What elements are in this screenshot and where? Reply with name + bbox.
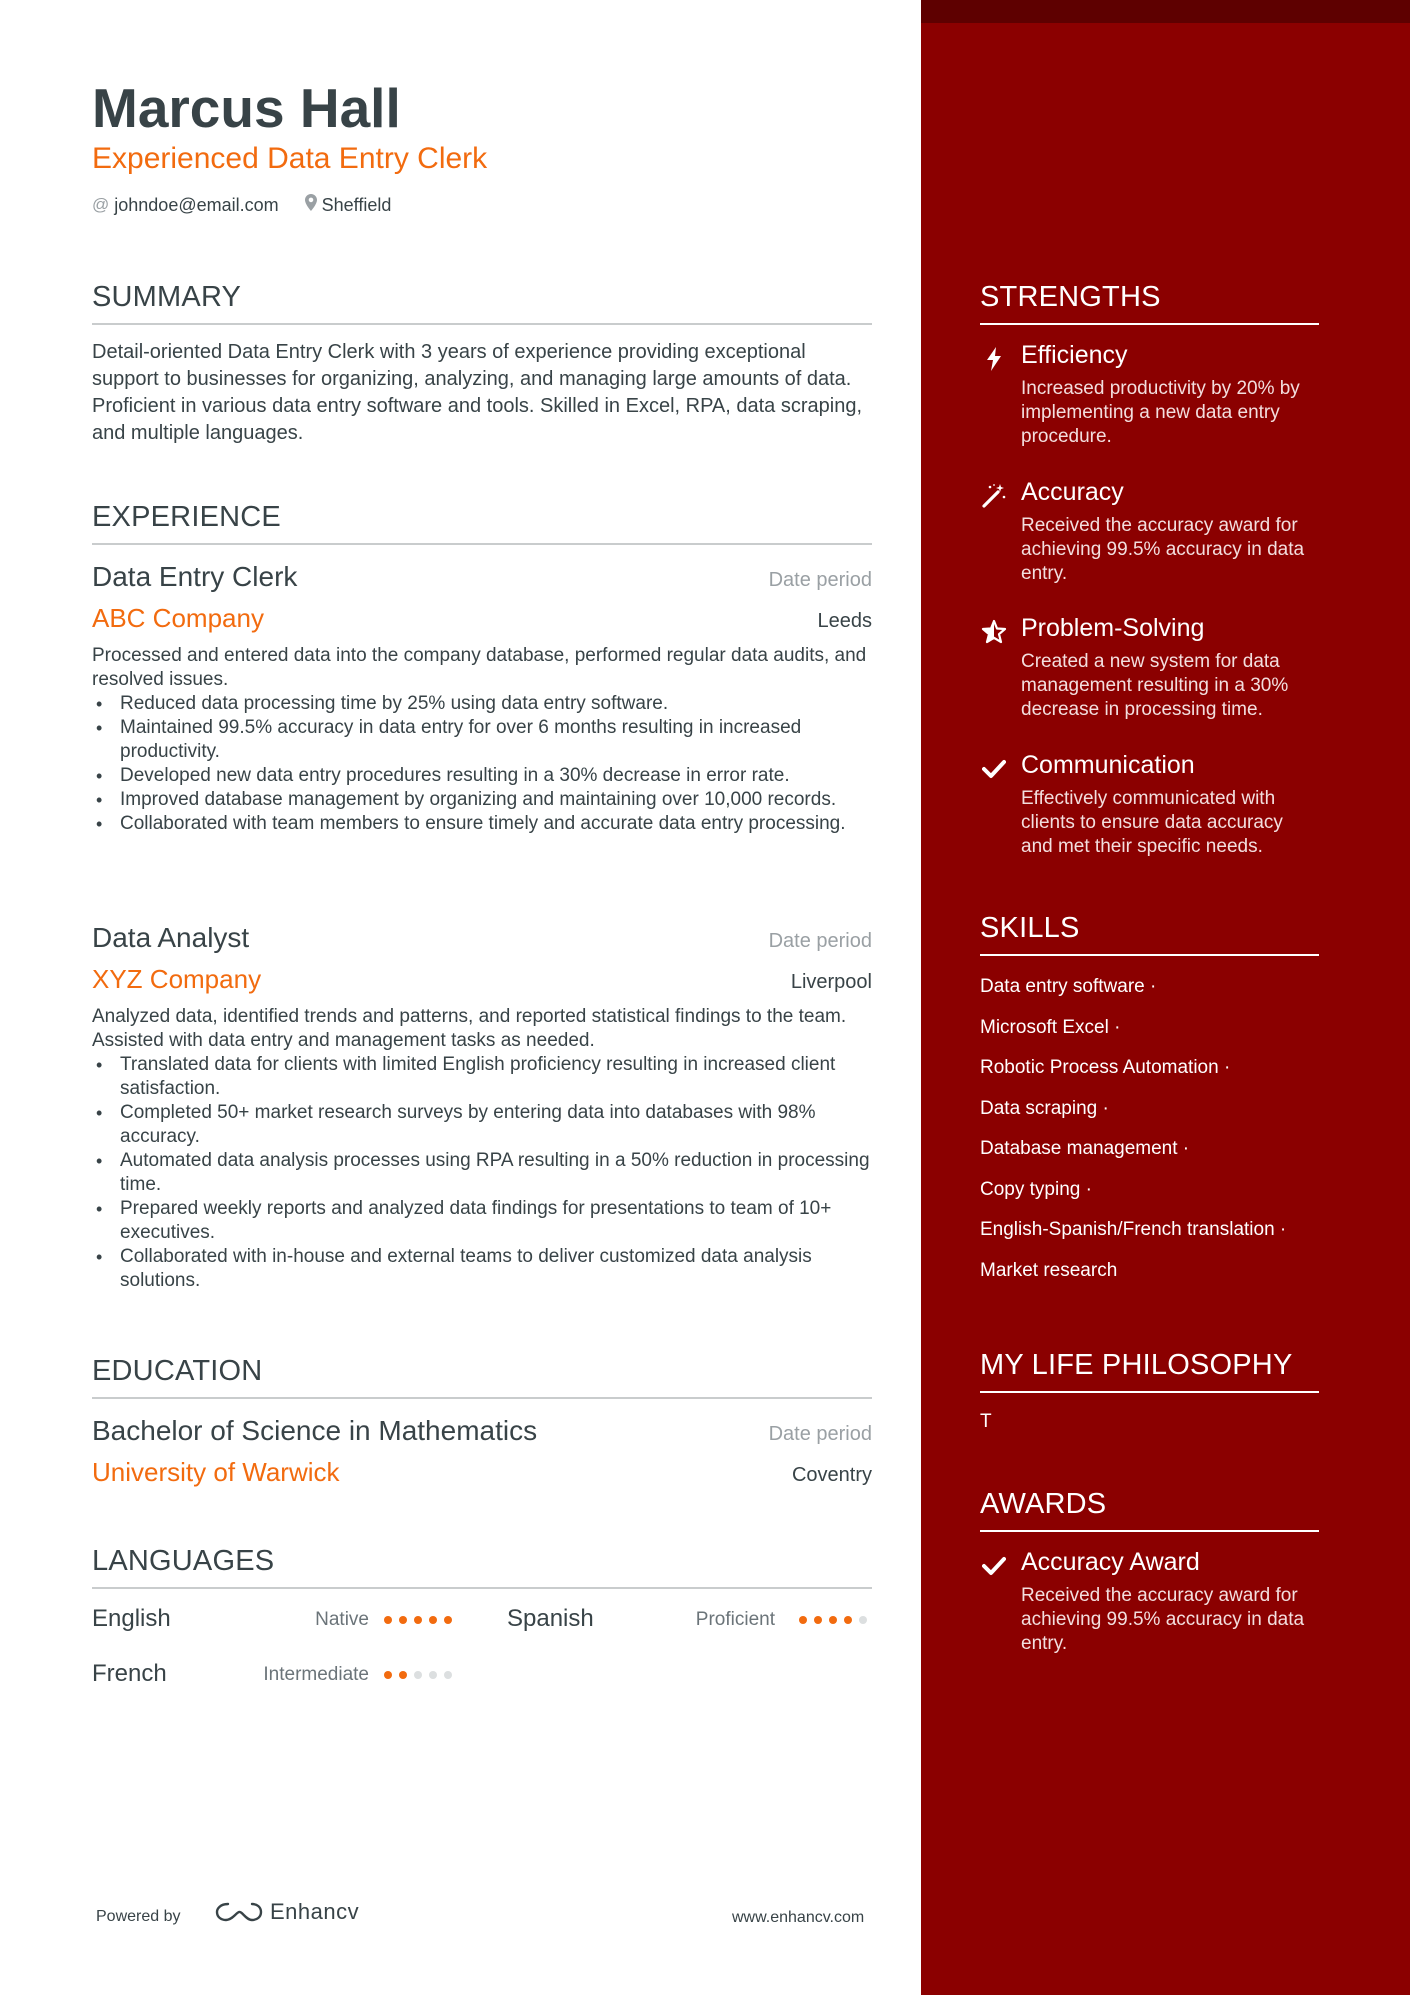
language-level: Proficient	[695, 1609, 775, 1630]
rating-dot-filled	[414, 1616, 422, 1624]
enhancv-logo-icon	[214, 1901, 264, 1923]
language-level: Native	[315, 1609, 369, 1630]
language-level: Intermediate	[263, 1664, 369, 1685]
language-rating	[799, 1616, 874, 1624]
skill-item: Market research	[980, 1260, 1118, 1281]
languages-title: LANGUAGES	[92, 1545, 872, 1589]
education-title: EDUCATION	[92, 1355, 872, 1399]
strength-title: Accuracy	[1021, 478, 1124, 506]
rating-dot-filled	[429, 1616, 437, 1624]
education-entry	[92, 1415, 872, 1488]
list-item: • Collaborated with in-house and external teams to deliver customized data analysis solutions.	[92, 1245, 872, 1293]
summary-text: Detail-oriented Data Entry Clerk with 3 years of experience providing exceptional support to businesses for organizing, analyzing, and managing large amounts of data. Proficient in various data entry software and tools. Skilled in Excel, RPA, data scraping, and multiple languages.	[92, 341, 863, 444]
language-rating	[384, 1671, 459, 1679]
skill-item: Microsoft Excel ·	[980, 1017, 1121, 1038]
location-pin-icon	[305, 194, 317, 216]
rating-dot-filled	[399, 1616, 407, 1624]
checkmark-icon	[980, 755, 1008, 783]
lightning-icon	[980, 345, 1008, 373]
rating-dot-filled	[399, 1671, 407, 1679]
list-item: • Improved database management by organizing and maintaining over 10,000 records.	[92, 788, 872, 812]
list-item: • Completed 50+ market research surveys by entering data into databases with 98% accuracy.	[92, 1101, 872, 1149]
philosophy-title: MY LIFE PHILOSOPHY	[980, 1349, 1319, 1393]
job-role: Data Analyst	[92, 922, 250, 953]
education-location: Coventry	[791, 1464, 872, 1486]
skill-item: Robotic Process Automation ·	[980, 1057, 1231, 1078]
experience-title: EXPERIENCE	[92, 501, 872, 545]
languages-section	[92, 1545, 872, 1695]
skill-item: Database management ·	[980, 1138, 1190, 1159]
rating-dot-filled	[829, 1616, 837, 1624]
rating-dot-filled	[384, 1671, 392, 1679]
job-date: Date period	[768, 569, 872, 591]
language-item	[507, 1605, 887, 1635]
summary-title: SUMMARY	[92, 281, 872, 325]
rating-dot-empty	[859, 1616, 867, 1624]
job-role: Data Entry Clerk	[92, 561, 298, 592]
list-item: • Translated data for clients with limited English proficiency resulting in increased client satisfaction.	[92, 1053, 872, 1101]
list-item: • Collaborated with team members to ensure timely and accurate data entry processing.	[92, 812, 872, 836]
job-company: ABC Company	[92, 603, 264, 633]
candidate-headline: Experienced Data Entry Clerk	[92, 142, 488, 175]
skill-item: Data scraping ·	[980, 1098, 1109, 1119]
rating-dot-filled	[799, 1616, 807, 1624]
job-location: Liverpool	[790, 971, 872, 993]
job-company: XYZ Company	[92, 964, 262, 994]
rating-dot-filled	[814, 1616, 822, 1624]
philosophy-section	[980, 1349, 1319, 1449]
awards-section	[980, 1488, 1319, 1668]
contact-email[interactable]	[92, 195, 279, 216]
rating-dot-empty	[414, 1671, 422, 1679]
strength-description: Increased productivity by 20% by implementing a new data entry procedure.	[1021, 378, 1300, 447]
star-outline-icon	[980, 618, 1008, 646]
strength-title: Communication	[1021, 751, 1195, 779]
rating-dot-filled	[384, 1616, 392, 1624]
school: University of Warwick	[92, 1457, 340, 1487]
sidebar-top-bar	[921, 0, 1410, 23]
list-item: • Automated data analysis processes using RPA resulting in a 50% reduction in processing time.	[92, 1149, 872, 1197]
job-bullets	[92, 692, 872, 836]
skill-item: Copy typing ·	[980, 1179, 1092, 1200]
job-location: Leeds	[817, 610, 872, 632]
checkmark-icon	[980, 1552, 1008, 1580]
strength-description: Received the accuracy award for achieving 99.5% accuracy in data entry.	[1021, 515, 1305, 584]
rating-dot-filled	[844, 1616, 852, 1624]
award-description: Received the accuracy award for achieving 99.5% accuracy in data entry.	[1021, 1585, 1305, 1654]
candidate-name: Marcus Hall	[92, 77, 401, 139]
strengths-section	[980, 281, 1319, 871]
job-date: Date period	[768, 930, 872, 952]
summary-section	[92, 281, 872, 447]
magic-wand-icon	[980, 482, 1008, 510]
job-bullets	[92, 1053, 872, 1293]
experience-entry	[92, 922, 872, 1293]
strength-description: Effectively communicated with clients to ensure data accuracy and met their specific needs.	[1021, 788, 1283, 857]
job-description: Analyzed data, identified trends and patterns, and reported statistical findings to the team. Assisted with data entry and management tasks as needed.	[92, 1006, 847, 1051]
degree: Bachelor of Science in Mathematics	[92, 1415, 538, 1446]
awards-title: AWARDS	[980, 1488, 1319, 1532]
rating-dot-empty	[429, 1671, 437, 1679]
language-name: French	[92, 1660, 167, 1687]
rating-dot-empty	[444, 1671, 452, 1679]
strength-title: Efficiency	[1021, 341, 1128, 369]
skills-section	[980, 912, 1319, 1292]
email-text: johndoe@email.com	[114, 194, 279, 215]
experience-section	[92, 501, 872, 1321]
job-description: Processed and entered data into the company database, performed regular data audits, and resolved issues.	[92, 645, 867, 690]
award-title: Accuracy Award	[1021, 1548, 1200, 1576]
language-name: Spanish	[507, 1605, 594, 1632]
education-date: Date period	[768, 1423, 872, 1445]
language-item	[92, 1660, 472, 1690]
powered-by-label: Powered by	[96, 1908, 181, 1925]
footer-url[interactable]: www.enhancv.com	[732, 1909, 865, 1926]
rating-dot-filled	[444, 1616, 452, 1624]
language-rating	[384, 1616, 459, 1624]
strength-title: Problem-Solving	[1021, 614, 1205, 642]
location-text: Sheffield	[321, 194, 392, 215]
skill-item: English-Spanish/French translation ·	[980, 1219, 1287, 1240]
contact-info	[92, 194, 417, 216]
skills-title: SKILLS	[980, 912, 1319, 956]
sidebar	[921, 0, 1410, 1995]
education-section	[92, 1355, 872, 1505]
contact-location	[305, 194, 392, 216]
list-item: • Developed new data entry procedures resulting in a 30% decrease in error rate.	[92, 764, 872, 788]
language-name: English	[92, 1605, 171, 1632]
list-item: • Maintained 99.5% accuracy in data entry for over 6 months resulting in increased productivity.	[92, 716, 872, 764]
list-item: • Prepared weekly reports and analyzed data findings for presentations to team of 10+ executives.	[92, 1197, 872, 1245]
language-item	[92, 1605, 472, 1635]
enhancv-logo[interactable]	[214, 1899, 359, 1925]
strengths-title: STRENGTHS	[980, 281, 1319, 325]
enhancv-logo-text: Enhancv	[270, 1899, 360, 1924]
list-item: • Reduced data processing time by 25% using data entry software.	[92, 692, 872, 716]
experience-entry	[92, 561, 872, 836]
at-icon: @	[92, 195, 110, 214]
skill-item: Data entry software ·	[980, 976, 1157, 997]
philosophy-text: T	[980, 1411, 992, 1432]
strength-description: Created a new system for data management resulting in a 30% decrease in processing time.	[1021, 651, 1289, 720]
